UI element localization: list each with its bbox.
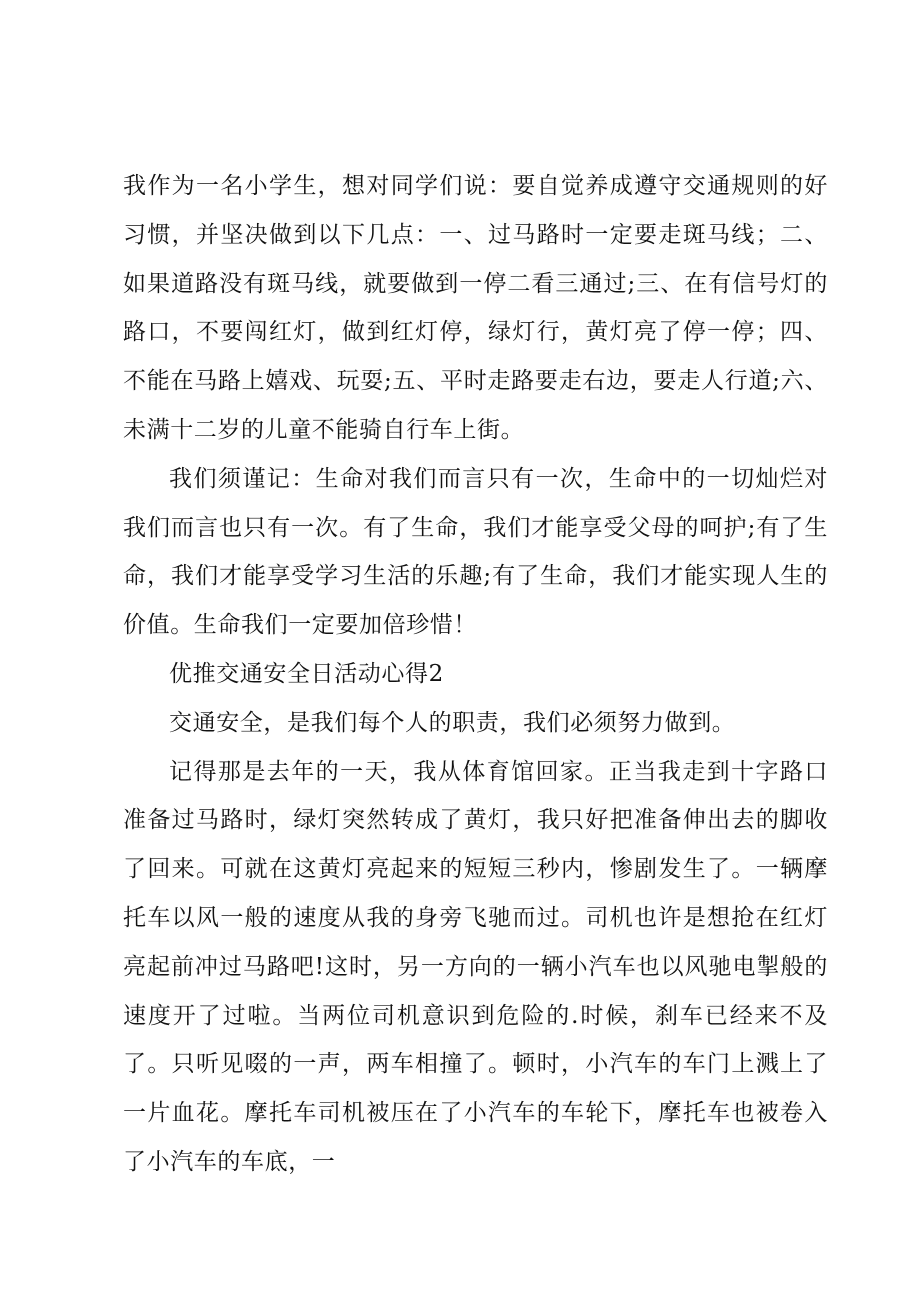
- paragraph-traffic-safety-duty: 交通安全，是我们每个人的职责，我们必须努力做到。: [169, 709, 736, 736]
- paragraph-traffic-rules: 我作为一名小学生，想对同学们说：要自觉养成遵守交通规则的好习惯，并坚决做到以下几点：一、过马路时一定要走斑马线；二、如果道路没有斑马线，就要做到一停二看三通过;三、在有信号灯的路口，不要闯红灯，做到红灯停，绿灯行，黄灯亮了停一停；四、不能在马路上嬉戏、玩耍;五、平时走路要走右边，要走人行道;六、未满十二岁的儿童不能骑自行车上街。: [123, 173, 828, 443]
- document-body: [123, 162, 828, 1187]
- paragraph-cherish-life: 我们须谨记：生命对我们而言只有一次，生命中的一切灿烂对我们而言也只有一次。有了生命，我们才能享受父母的呵护;有了生命，我们才能享受学习生活的乐趣;有了生命，我们才能实现人生的价值。生命我们一定要加倍珍惜！: [123, 465, 828, 639]
- section-heading: 优推交通安全日活动心得2: [169, 660, 444, 687]
- paragraph-accident-story: 记得那是去年的一天，我从体育馆回家。正当我走到十字路口准备过马路时，绿灯突然转成了黄灯，我只好把准备伸出去的脚收了回来。可就在这黄灯亮起来的短短三秒内，惨剧发生了。一辆摩托车以风一般的速度从我的身旁飞驰而过。司机也许是想抢在红灯亮起前冲过马路吧!这时，另一方向的一辆小汽车也以风驰电掣般的速度开了过啦。当两位司机意识到危险的.时候，刹车已经来不及了。只听见啜的一声，两车相撞了。顿时，小汽车的车门上溅上了一片血花。摩托车司机被压在了小汽车的车轮下，摩托车也被卷入了小汽车的车底，一: [123, 758, 828, 1175]
